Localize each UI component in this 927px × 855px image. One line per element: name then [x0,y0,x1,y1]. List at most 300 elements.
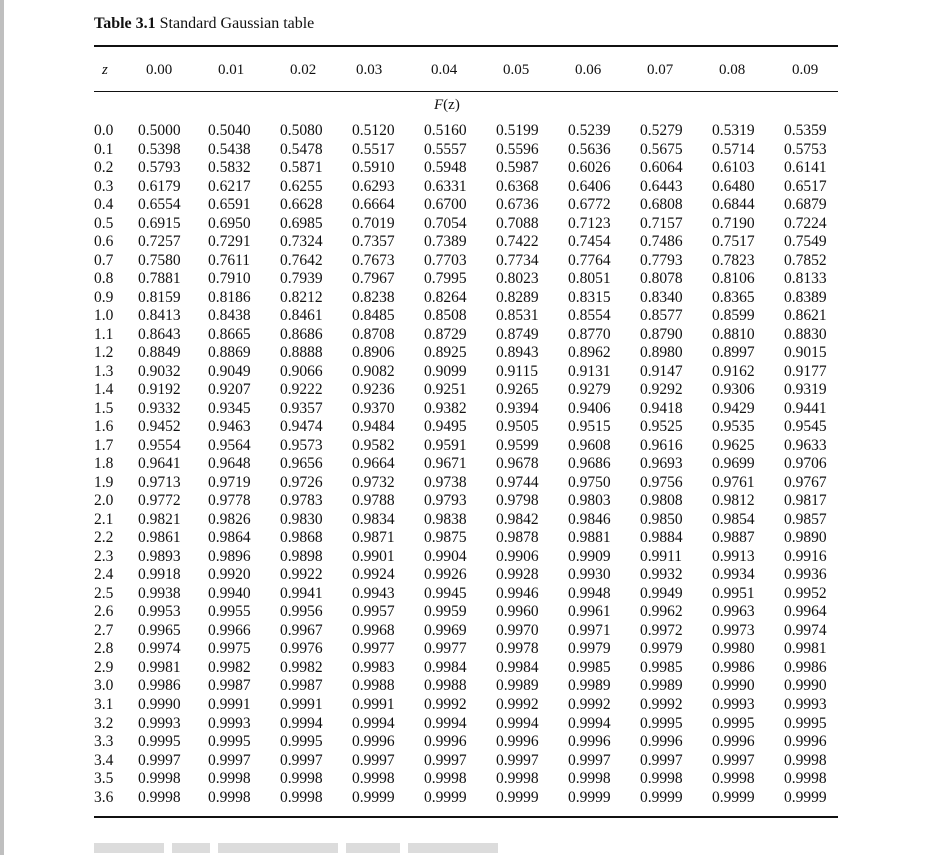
probability-cell: 0.9750 [568,473,611,491]
probability-cell: 0.7703 [424,251,467,269]
probability-cell: 0.9998 [640,770,683,788]
probability-cell: 0.8943 [496,344,539,362]
column-header: 0.07 [647,62,674,78]
probability-cell: 0.9998 [784,770,827,788]
probability-cell: 0.9977 [424,640,467,658]
z-column-header: z [102,62,108,78]
z-value-cell: 1.3 [94,362,114,380]
table-row [94,437,838,456]
probability-cell: 0.8888 [280,344,323,362]
probability-cell: 0.9963 [712,603,755,621]
probability-cell: 0.9999 [640,788,683,806]
probability-cell: 0.9990 [784,677,827,695]
table-row [94,215,838,234]
probability-cell: 0.9441 [784,399,827,417]
probability-cell: 0.8849 [138,344,181,362]
probability-cell: 0.8621 [784,307,827,325]
probability-cell: 0.9332 [138,399,181,417]
probability-cell: 0.5160 [424,122,467,139]
probability-cell: 0.9997 [280,751,323,769]
probability-cell: 0.6255 [280,177,323,195]
probability-cell: 0.8997 [712,344,755,362]
probability-cell: 0.6879 [784,196,827,214]
probability-cell: 0.9893 [138,547,181,565]
probability-cell: 0.6808 [640,196,683,214]
probability-cell: 0.8159 [138,288,181,306]
probability-cell: 0.9554 [138,436,181,454]
z-value-cell: 0.9 [94,288,114,306]
probability-cell: 0.8238 [352,288,395,306]
probability-cell: 0.9890 [784,529,827,547]
probability-cell: 0.9991 [280,695,323,713]
z-value-cell: 2.2 [94,529,114,547]
probability-cell: 0.7793 [640,251,683,269]
probability-cell: 0.5359 [784,122,827,139]
z-value-cell: 3.6 [94,788,114,806]
probability-cell: 0.8686 [280,325,323,343]
probability-cell: 0.8643 [138,325,181,343]
probability-cell: 0.9988 [352,677,395,695]
probability-cell: 0.8980 [640,344,683,362]
table-row [94,752,838,771]
probability-cell: 0.9495 [424,418,467,436]
probability-cell: 0.6628 [280,196,323,214]
table-row [94,455,838,474]
probability-cell: 0.7734 [496,251,539,269]
probability-cell: 0.9969 [424,621,467,639]
probability-cell: 0.7190 [712,214,755,232]
z-value-cell: 0.5 [94,214,114,232]
column-header: 0.06 [575,62,602,78]
probability-cell: 0.6217 [208,177,251,195]
probability-cell: 0.9951 [712,584,755,602]
probability-cell: 0.9974 [784,621,827,639]
probability-cell: 0.7291 [208,233,251,251]
probability-cell: 0.9992 [496,695,539,713]
z-value-cell: 2.8 [94,640,114,658]
probability-cell: 0.8665 [208,325,251,343]
probability-cell: 0.9952 [784,584,827,602]
z-value-cell: 1.0 [94,307,114,325]
probability-cell: 0.9625 [712,436,755,454]
probability-cell: 0.7517 [712,233,755,251]
z-value-cell: 2.0 [94,492,114,510]
probability-cell: 0.9987 [280,677,323,695]
probability-cell: 0.9452 [138,418,181,436]
probability-cell: 0.9591 [424,436,467,454]
probability-cell: 0.9535 [712,418,755,436]
probability-cell: 0.9772 [138,492,181,510]
probability-cell: 0.9738 [424,473,467,491]
probability-cell: 0.9686 [568,455,611,473]
probability-cell: 0.9838 [424,510,467,528]
probability-cell: 0.6736 [496,196,539,214]
probability-cell: 0.9713 [138,473,181,491]
function-label [434,95,460,115]
probability-cell: 0.9854 [712,510,755,528]
table-row [94,326,838,345]
table-row [94,733,838,752]
probability-cell: 0.9515 [568,418,611,436]
probability-cell: 0.9222 [280,381,323,399]
probability-cell: 0.9991 [352,695,395,713]
probability-cell: 0.9928 [496,566,539,584]
probability-cell: 0.9946 [496,584,539,602]
probability-cell: 0.9808 [640,492,683,510]
probability-cell: 0.9778 [208,492,251,510]
probability-cell: 0.9945 [424,584,467,602]
column-header: 0.05 [503,62,530,78]
probability-cell: 0.5793 [138,159,181,177]
probability-cell: 0.7764 [568,251,611,269]
probability-cell: 0.5517 [352,140,395,158]
probability-cell: 0.9817 [784,492,827,510]
table-row [94,474,838,493]
table-row [94,159,838,178]
probability-cell: 0.9998 [496,770,539,788]
probability-cell: 0.5832 [208,159,251,177]
probability-cell: 0.9966 [208,621,251,639]
probability-cell: 0.9545 [784,418,827,436]
probability-cell: 0.9995 [712,714,755,732]
probability-cell: 0.9998 [280,770,323,788]
probability-cell: 0.9418 [640,399,683,417]
probability-cell: 0.9904 [424,547,467,565]
probability-cell: 0.7357 [352,233,395,251]
probability-cell: 0.8340 [640,288,683,306]
probability-cell: 0.9978 [496,640,539,658]
probability-cell: 0.9608 [568,436,611,454]
probability-cell: 0.9913 [712,547,755,565]
probability-cell: 0.9995 [208,733,251,751]
probability-cell: 0.9964 [784,603,827,621]
probability-cell: 0.5438 [208,140,251,158]
table-row [94,548,838,567]
probability-cell: 0.7852 [784,251,827,269]
probability-cell: 0.9032 [138,362,181,380]
probability-cell: 0.9279 [568,381,611,399]
probability-cell: 0.8133 [784,270,827,288]
probability-cell: 0.9993 [712,695,755,713]
function-name: F [434,97,444,113]
probability-cell: 0.9788 [352,492,395,510]
probability-cell: 0.9525 [640,418,683,436]
table-row [94,363,838,382]
probability-cell: 0.6915 [138,214,181,232]
probability-cell: 0.9995 [138,733,181,751]
probability-cell: 0.9382 [424,399,467,417]
probability-cell: 0.9993 [208,714,251,732]
probability-cell: 0.9850 [640,510,683,528]
table-row [94,622,838,641]
probability-cell: 0.8962 [568,344,611,362]
function-argument: (z) [443,97,460,113]
probability-cell: 0.9474 [280,418,323,436]
probability-cell: 0.9744 [496,473,539,491]
z-value-cell: 1.8 [94,455,114,473]
probability-cell: 0.8508 [424,307,467,325]
probability-cell: 0.9678 [496,455,539,473]
probability-cell: 0.5478 [280,140,323,158]
probability-cell: 0.9484 [352,418,395,436]
table-header-row [94,60,838,80]
probability-cell: 0.8599 [712,307,755,325]
probability-cell: 0.9887 [712,529,755,547]
table-row [94,289,838,308]
probability-cell: 0.9941 [280,584,323,602]
probability-cell: 0.9793 [424,492,467,510]
probability-cell: 0.8389 [784,288,827,306]
probability-cell: 0.9994 [568,714,611,732]
probability-cell: 0.9995 [280,733,323,751]
probability-cell: 0.9099 [424,362,467,380]
probability-cell: 0.9821 [138,510,181,528]
probability-cell: 0.5636 [568,140,611,158]
z-value-cell: 3.2 [94,714,114,732]
probability-cell: 0.9999 [712,788,755,806]
probability-cell: 0.8770 [568,325,611,343]
probability-cell: 0.8023 [496,270,539,288]
z-value-cell: 0.2 [94,159,114,177]
table-row [94,640,838,659]
probability-cell: 0.9756 [640,473,683,491]
probability-cell: 0.5120 [352,122,395,139]
probability-cell: 0.8531 [496,307,539,325]
probability-cell: 0.9920 [208,566,251,584]
probability-cell: 0.7995 [424,270,467,288]
probability-cell: 0.9994 [424,714,467,732]
probability-cell: 0.9066 [280,362,323,380]
probability-cell: 0.9957 [352,603,395,621]
probability-cell: 0.9996 [712,733,755,751]
table-row [94,381,838,400]
probability-cell: 0.9989 [568,677,611,695]
probability-cell: 0.5871 [280,159,323,177]
z-value-cell: 0.4 [94,196,114,214]
probability-cell: 0.9616 [640,436,683,454]
probability-cell: 0.9943 [352,584,395,602]
probability-cell: 0.9992 [640,695,683,713]
probability-cell: 0.9953 [138,603,181,621]
probability-cell: 0.9177 [784,362,827,380]
table-row [94,789,838,808]
probability-cell: 0.9207 [208,381,251,399]
z-value-cell: 3.5 [94,770,114,788]
probability-cell: 0.9968 [352,621,395,639]
probability-cell: 0.8078 [640,270,683,288]
probability-cell: 0.9994 [280,714,323,732]
probability-cell: 0.9871 [352,529,395,547]
probability-cell: 0.9834 [352,510,395,528]
probability-cell: 0.6179 [138,177,181,195]
probability-cell: 0.9984 [424,658,467,676]
probability-cell: 0.9989 [640,677,683,695]
probability-cell: 0.9998 [280,788,323,806]
probability-cell: 0.8577 [640,307,683,325]
probability-cell: 0.9115 [496,362,539,380]
probability-cell: 0.9932 [640,566,683,584]
probability-cell: 0.9357 [280,399,323,417]
z-value-cell: 3.1 [94,695,114,713]
column-header: 0.03 [356,62,383,78]
probability-cell: 0.9983 [352,658,395,676]
probability-cell: 0.9997 [352,751,395,769]
probability-cell: 0.9699 [712,455,755,473]
z-value-cell: 3.3 [94,733,114,751]
probability-cell: 0.5199 [496,122,539,139]
probability-cell: 0.9881 [568,529,611,547]
probability-cell: 0.9767 [784,473,827,491]
table-row [94,566,838,585]
probability-cell: 0.9706 [784,455,827,473]
probability-cell: 0.9926 [424,566,467,584]
probability-cell: 0.8554 [568,307,611,325]
probability-cell: 0.9981 [138,658,181,676]
z-value-cell: 1.4 [94,381,114,399]
probability-cell: 0.9798 [496,492,539,510]
probability-cell: 0.5714 [712,140,755,158]
probability-cell: 0.9948 [568,584,611,602]
probability-cell: 0.7910 [208,270,251,288]
probability-cell: 0.7549 [784,233,827,251]
probability-cell: 0.9162 [712,362,755,380]
probability-cell: 0.8485 [352,307,395,325]
probability-cell: 0.9864 [208,529,251,547]
probability-cell: 0.5080 [280,122,323,139]
probability-cell: 0.5239 [568,122,611,139]
z-value-cell: 1.6 [94,418,114,436]
probability-cell: 0.6293 [352,177,395,195]
probability-cell: 0.7054 [424,214,467,232]
probability-cell: 0.9998 [712,770,755,788]
z-value-cell: 2.3 [94,547,114,565]
probability-cell: 0.9967 [280,621,323,639]
probability-cell: 0.9664 [352,455,395,473]
probability-cell: 0.9564 [208,436,251,454]
probability-cell: 0.8186 [208,288,251,306]
probability-cell: 0.9911 [640,547,683,565]
probability-cell: 0.9988 [424,677,467,695]
table-row [94,122,838,141]
probability-cell: 0.9370 [352,399,395,417]
probability-cell: 0.5948 [424,159,467,177]
probability-cell: 0.8315 [568,288,611,306]
probability-cell: 0.9406 [568,399,611,417]
probability-cell: 0.9997 [712,751,755,769]
table-caption-label: Table 3.1 [94,15,156,32]
probability-cell: 0.9783 [280,492,323,510]
probability-cell: 0.9998 [424,770,467,788]
probability-cell: 0.9998 [208,788,251,806]
table-caption [94,14,314,34]
probability-cell: 0.9977 [352,640,395,658]
table-row [94,307,838,326]
probability-cell: 0.6554 [138,196,181,214]
table-row [94,178,838,197]
z-value-cell: 0.0 [94,122,114,139]
probability-cell: 0.9975 [208,640,251,658]
probability-cell: 0.9982 [280,658,323,676]
probability-cell: 0.8365 [712,288,755,306]
probability-cell: 0.9803 [568,492,611,510]
probability-cell: 0.7422 [496,233,539,251]
table-row [94,696,838,715]
table-row [94,715,838,734]
probability-cell: 0.7324 [280,233,323,251]
z-value-cell: 0.6 [94,233,114,251]
table-row [94,677,838,696]
probability-cell: 0.9974 [138,640,181,658]
probability-cell: 0.9996 [424,733,467,751]
probability-cell: 0.5279 [640,122,683,139]
table-row [94,252,838,271]
probability-cell: 0.9082 [352,362,395,380]
probability-cell: 0.9909 [568,547,611,565]
probability-cell: 0.9896 [208,547,251,565]
probability-cell: 0.9319 [784,381,827,399]
probability-cell: 0.7642 [280,251,323,269]
probability-cell: 0.8906 [352,344,395,362]
probability-cell: 0.9996 [352,733,395,751]
probability-cell: 0.7486 [640,233,683,251]
probability-cell: 0.9994 [352,714,395,732]
column-header: 0.01 [218,62,245,78]
probability-cell: 0.9994 [496,714,539,732]
probability-cell: 0.9719 [208,473,251,491]
probability-cell: 0.9306 [712,381,755,399]
probability-cell: 0.9999 [352,788,395,806]
probability-cell: 0.9990 [138,695,181,713]
probability-cell: 0.8413 [138,307,181,325]
probability-cell: 0.8212 [280,288,323,306]
probability-cell: 0.8289 [496,288,539,306]
probability-cell: 0.9505 [496,418,539,436]
probability-cell: 0.9265 [496,381,539,399]
table-row [94,585,838,604]
probability-cell: 0.8264 [424,288,467,306]
probability-cell: 0.6950 [208,214,251,232]
probability-cell: 0.9956 [280,603,323,621]
probability-cell: 0.5753 [784,140,827,158]
z-value-cell: 1.1 [94,325,114,343]
probability-cell: 0.9999 [496,788,539,806]
probability-cell: 0.9761 [712,473,755,491]
probability-cell: 0.8790 [640,325,683,343]
probability-cell: 0.8869 [208,344,251,362]
probability-cell: 0.9251 [424,381,467,399]
table-bottom-rule [94,816,838,818]
probability-cell: 0.8461 [280,307,323,325]
probability-cell: 0.9992 [568,695,611,713]
z-value-cell: 1.7 [94,436,114,454]
probability-cell: 0.6517 [784,177,827,195]
probability-cell: 0.9981 [784,640,827,658]
probability-cell: 0.9236 [352,381,395,399]
probability-cell: 0.7939 [280,270,323,288]
probability-cell: 0.9962 [640,603,683,621]
probability-cell: 0.9965 [138,621,181,639]
page-left-border [0,0,4,855]
probability-cell: 0.9991 [208,695,251,713]
probability-cell: 0.9671 [424,455,467,473]
probability-cell: 0.7157 [640,214,683,232]
probability-cell: 0.8051 [568,270,611,288]
probability-cell: 0.9857 [784,510,827,528]
probability-cell: 0.6064 [640,159,683,177]
z-value-cell: 3.4 [94,751,114,769]
probability-cell: 0.9015 [784,344,827,362]
probability-cell: 0.9916 [784,547,827,565]
